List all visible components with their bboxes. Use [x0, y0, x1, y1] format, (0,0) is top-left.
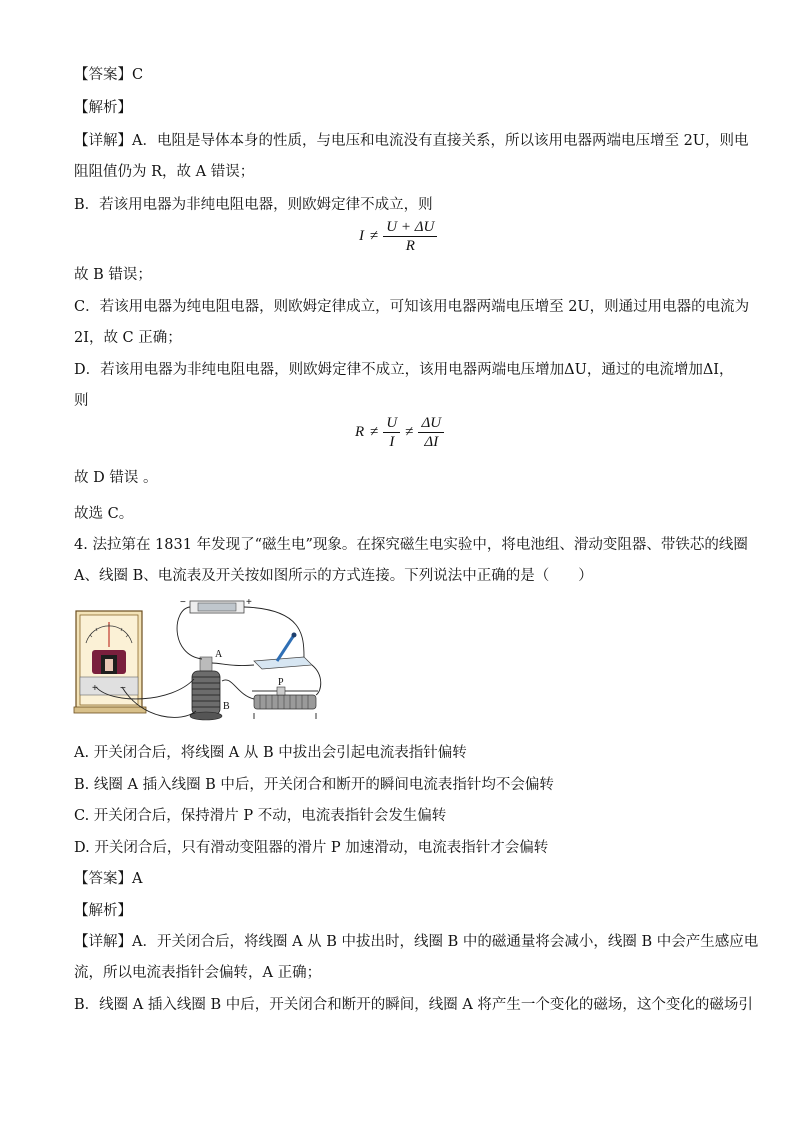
battery-minus-label: − — [180, 597, 186, 608]
meter-plus-label: + — [92, 683, 98, 694]
q3-d-conclusion: 故 D 错误 。 — [74, 470, 158, 486]
formula-resistance-inequality — [352, 414, 446, 451]
q3-option-b: B．若该用电器为非纯电阻电器，则欧姆定律不成立，则 — [74, 197, 433, 213]
formula2-lhs: R — [355, 424, 365, 440]
coil-assembly — [190, 657, 222, 720]
q4-stem-line1: 4. 法拉第在 1831 年发现了“磁生电”现象。在探究磁生电实验中，将电池组、滑动变阻器、带铁芯的线圈 — [74, 537, 748, 553]
q4-option-c: C. 开关闭合后，保持滑片 P 不动，电流表指针会发生偏转 — [74, 808, 447, 824]
switch — [254, 633, 312, 670]
q4-option-b: B. 线圈 A 插入线圈 B 中后，开关闭合和断开的瞬间电流表指针均不会偏转 — [74, 777, 554, 793]
q4-analysis-tag: 【解析】 — [74, 903, 132, 919]
answer-tag: 【答案】 — [74, 67, 132, 83]
formula1-neq: ≠ — [370, 228, 379, 244]
q4-stem-line2: A、线圈 B、电流表及开关按如图所示的方式连接。下列说法中正确的是（ ） — [74, 568, 593, 584]
battery-plus-label: + — [246, 597, 252, 608]
formula1-fraction — [383, 218, 437, 255]
formula2-denominator2: ΔI — [424, 434, 439, 450]
formula2-numerator1: U — [383, 414, 400, 433]
q3-final-choice: 故选 C。 — [74, 506, 134, 522]
q3-detail-line1: 【详解】A．电阻是导体本身的性质，与电压和电流没有直接关系，所以该用电器两端电压增至 2U，则电 — [74, 133, 749, 149]
battery-pack — [190, 601, 244, 613]
q4-option-a: A. 开关闭合后，将线圈 A 从 B 中拔出会引起电流表指针偏转 — [74, 745, 467, 761]
slider-p-label: P — [278, 677, 284, 688]
q3-answer-line — [74, 65, 143, 85]
q4-detail-a-line2: 流，所以电流表指针会偏转，A 正确； — [74, 965, 322, 981]
faraday-experiment-figure — [72, 595, 327, 725]
coil-a-label: A — [215, 649, 223, 660]
q4-detail-a-line1: 【详解】A．开关闭合后，将线圈 A 从 B 中拔出时，线圈 B 中的磁通量将会减小，线圈 B 中会产生感应电 — [74, 934, 759, 950]
formula2-fraction1 — [383, 414, 400, 451]
q3-analysis-tag: 【解析】 — [74, 100, 132, 116]
formula2-numerator2: ΔU — [418, 414, 444, 433]
formula2-neq2: ≠ — [405, 424, 414, 440]
answer-value: C — [132, 67, 144, 83]
coil-b-label: B — [223, 701, 230, 712]
q4-answer-line — [74, 869, 142, 889]
galvanometer — [74, 611, 146, 713]
formula1-denominator: R — [405, 238, 415, 254]
q4-answer-tag: 【答案】 — [74, 871, 132, 887]
q4-answer-value: A — [132, 871, 143, 887]
formula2-fraction2 — [418, 414, 444, 451]
q3-option-c-line1: C．若该用电器为纯电阻电器，则欧姆定律成立，可知该用电器两端电压增至 2U，则通过用电器的电流为 — [74, 299, 750, 315]
formula2-denominator1: I — [389, 434, 395, 450]
q3-option-d-line1: D．若该用电器为非纯电阻电器，则欧姆定律不成立，该用电器两端电压增加ΔU，通过的电流增加ΔI， — [74, 362, 734, 378]
formula1-lhs: I — [359, 228, 364, 244]
formula2-neq1: ≠ — [370, 424, 379, 440]
q3-b-conclusion: 故 B 错误； — [74, 267, 152, 283]
formula-ohm-inequality — [356, 218, 439, 255]
q4-option-d: D. 开关闭合后，只有滑动变阻器的滑片 P 加速滑动，电流表指针才会偏转 — [74, 840, 549, 856]
q3-detail-line2: 阻阻值仍为 R，故 A 错误； — [74, 164, 255, 180]
formula1-numerator: U + ΔU — [383, 218, 437, 237]
q4-detail-b-line1: B．线圈 A 插入线圈 B 中后，开关闭合和断开的瞬间，线圈 A 将产生一个变化的磁场，这个变化的磁场引 — [74, 997, 753, 1013]
meter-minus-label: − — [120, 683, 126, 694]
q3-option-d-line2: 则 — [74, 393, 89, 409]
rheostat — [252, 687, 318, 719]
q3-option-c-line2: 2I，故 C 正确； — [74, 330, 182, 346]
